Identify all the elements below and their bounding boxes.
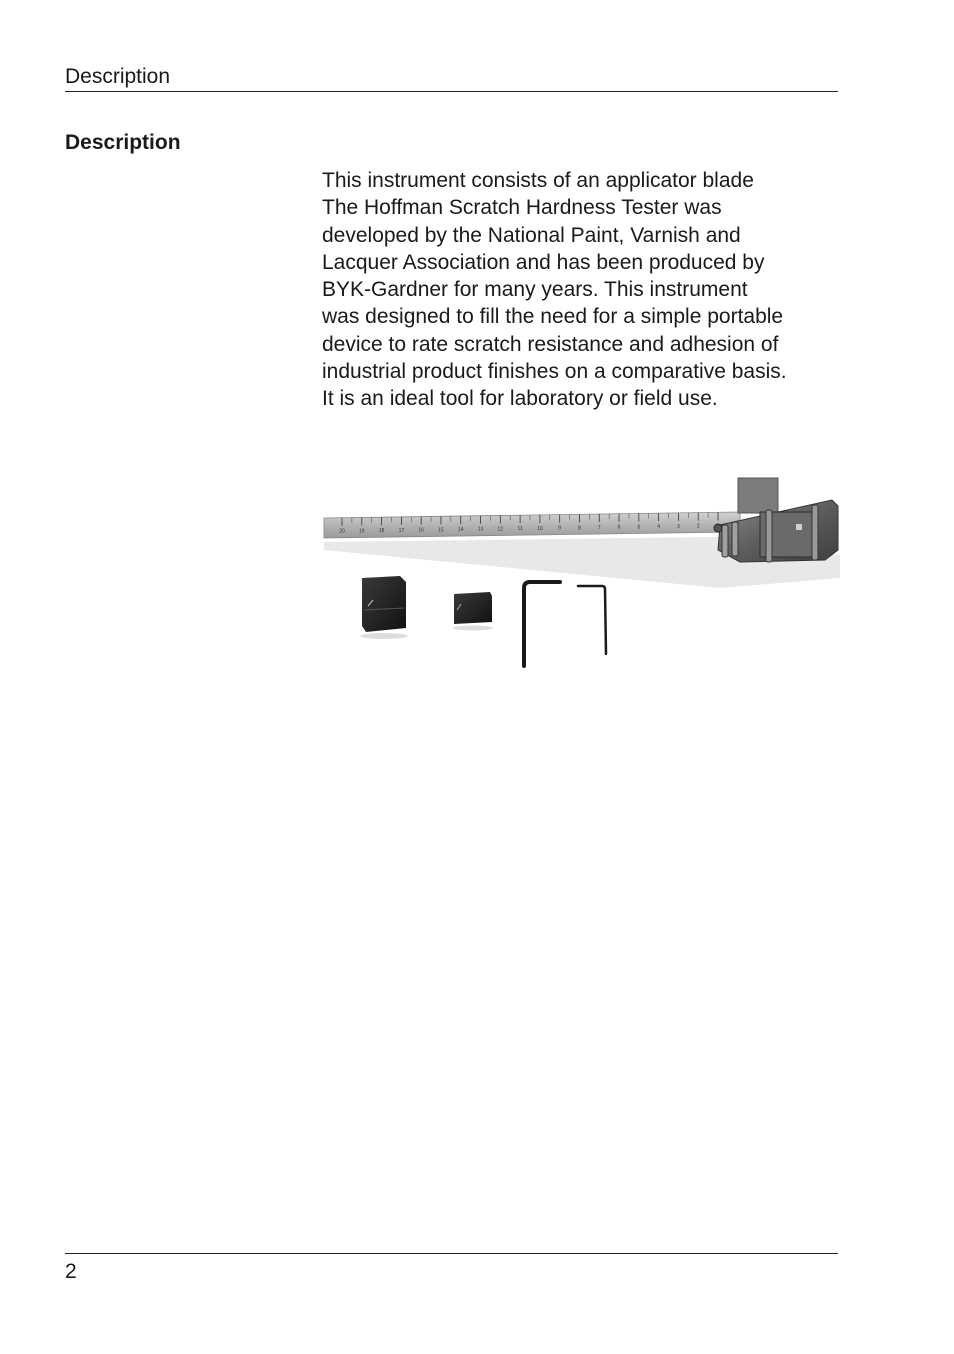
scale-label: 4	[657, 524, 661, 531]
scale-label: 3	[677, 523, 680, 530]
description-paragraph	[322, 167, 842, 413]
scale-label: 5	[637, 524, 641, 531]
footer-rule	[65, 1253, 838, 1254]
section-heading: Description	[65, 131, 181, 154]
hoffman-tester-illustration	[320, 470, 842, 675]
paragraph-line: device to rate scratch resistance and adhesion of	[322, 332, 779, 356]
hex-key-large	[524, 582, 560, 666]
paragraph-line: Lacquer Association and has been produced by	[322, 250, 765, 274]
scale-label: 19	[359, 528, 365, 535]
scale-label: 20	[339, 528, 345, 535]
page-number: 2	[65, 1260, 77, 1283]
scale-label: 10	[537, 525, 543, 532]
running-header: Description	[65, 64, 838, 92]
scale-label: 9	[558, 525, 562, 532]
hex-key-small	[578, 586, 606, 654]
scale-label: 18	[378, 528, 385, 535]
scale-label: 6	[617, 524, 621, 531]
paragraph-line: was designed to fill the need for a simple portable	[322, 305, 784, 329]
paragraph-line: industrial product finishes on a comparative basis.	[322, 360, 787, 384]
weight-block-large	[360, 576, 408, 639]
scale-label: 15	[438, 527, 444, 534]
instrument-photo	[320, 470, 842, 675]
scale-label: 14	[457, 527, 464, 534]
weight-block-small	[453, 592, 493, 631]
paragraph-line: developed by the National Paint, Varnish and	[322, 223, 741, 247]
paragraph-line: It is an ideal tool for laboratory or field use.	[322, 387, 718, 411]
scale-label: 17	[398, 527, 405, 534]
scale-label: 2	[696, 523, 700, 530]
scale-label: 11	[517, 526, 523, 533]
paragraph-line: The Hoffman Scratch Hardness Tester was	[322, 196, 722, 220]
scale-label: 16	[418, 527, 424, 534]
scale-label: 7	[597, 525, 601, 532]
scale-label: 8	[578, 525, 581, 532]
scale-label: 13	[477, 526, 484, 533]
paragraph-line: BYK-Gardner for many years. This instrument	[322, 278, 748, 302]
scale-label: 12	[497, 526, 504, 533]
paragraph-line: This instrument consists of an applicator blade	[322, 169, 754, 192]
